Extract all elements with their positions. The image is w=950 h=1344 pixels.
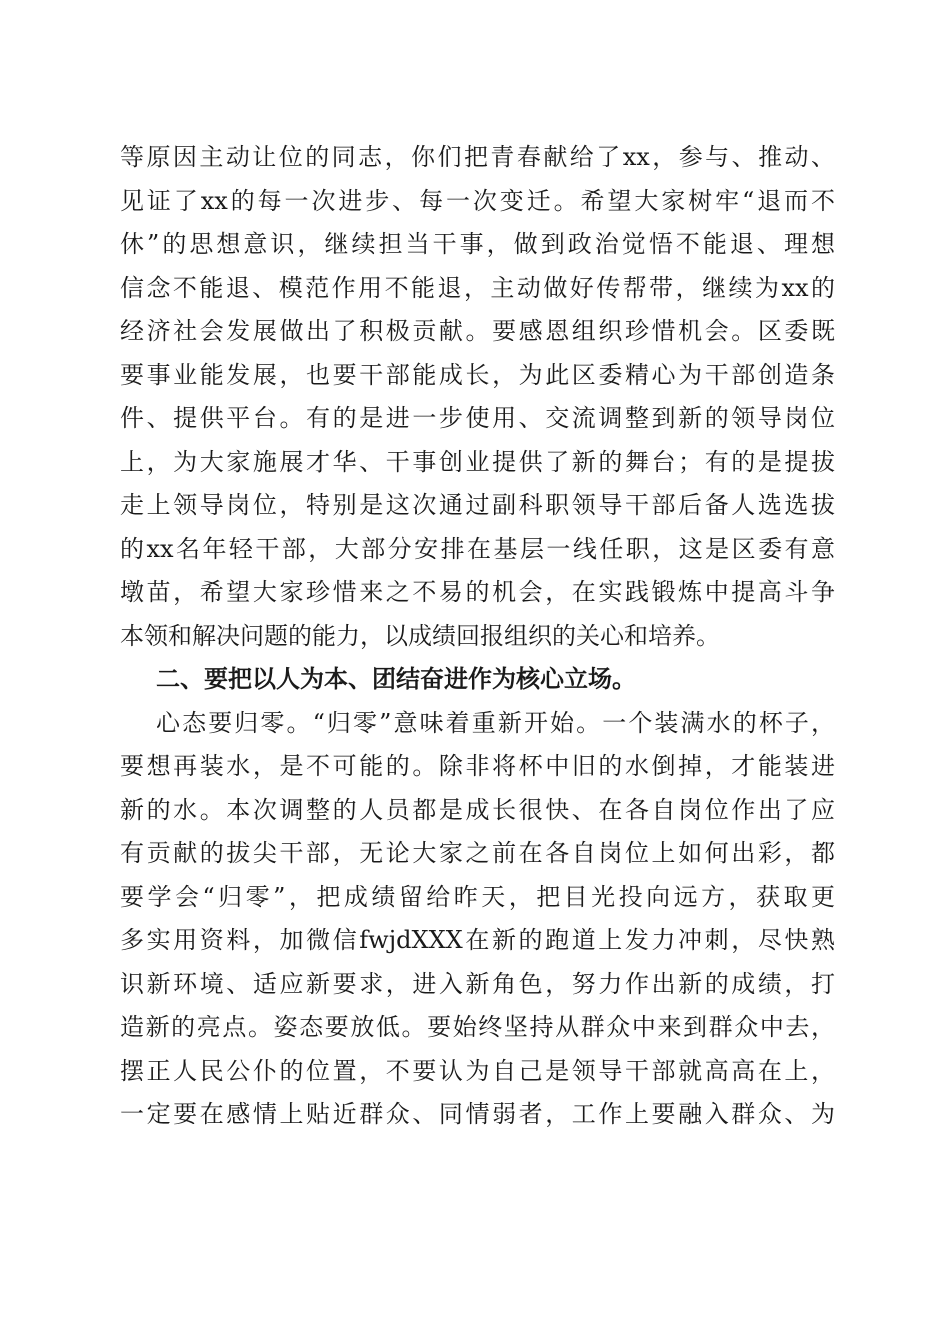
paragraph-line: 一定要在感情上贴近群众、同情弱者，工作上要融入群众、为: [120, 1100, 835, 1128]
paragraph-line: 信念不能退、模范作用不能退，主动做好传帮带，继续为xx的: [120, 273, 835, 302]
paragraph-line: 有贡献的拔尖干部，无论大家之前在各自岗位上如何出彩，都: [120, 839, 835, 867]
paragraph-line: 新的水。本次调整的人员都是成长很快、在各自岗位作出了应: [120, 795, 835, 824]
paragraph-line: 心态要归零。“归零”意味着重新开始。一个装满水的杯子，: [156, 708, 835, 737]
paragraph-line: 要想再装水，是不可能的。除非将杯中旧的水倒掉，才能装进: [120, 752, 835, 780]
section-heading: 二、要把以人为本、团结奋进作为核心立场。: [156, 665, 636, 693]
paragraph-line: 上，为大家施展才华、干事创业提供了新的舞台；有的是提拔: [120, 447, 835, 476]
paragraph-line: 休”的思想意识，继续担当干事，做到政治觉悟不能退、理想: [120, 230, 835, 258]
paragraph-line: 件、提供平台。有的是进一步使用、交流调整到新的领导岗位: [120, 404, 835, 432]
paragraph-line: 多实用资料，加微信fwjdXXX在新的跑道上发力冲刺，尽快熟: [120, 926, 835, 954]
paragraph-line: 造新的亮点。姿态要放低。要始终坚持从群众中来到群众中去，: [120, 1013, 835, 1041]
paragraph-line: 经济社会发展做出了积极贡献。要感恩组织珍惜机会。区委既: [120, 317, 835, 345]
paragraph-line: 要事业能发展，也要干部能成长，为此区委精心为干部创造条: [120, 360, 835, 389]
paragraph-line: 本领和解决问题的能力，以成绩回报组织的关心和培养。: [120, 621, 720, 650]
paragraph-line: 摆正人民公仆的位置，不要认为自己是领导干部就高高在上，: [120, 1056, 835, 1085]
document-body: [120, 136, 835, 1137]
paragraph-line: 走上领导岗位，特别是这次通过副科职领导干部后备人选选拔: [120, 491, 835, 519]
paragraph-line: 识新环境、适应新要求，进入新角色，努力作出新的成绩，打: [120, 969, 835, 998]
paragraph-line: 墩苗，希望大家珍惜来之不易的机会，在实践锻炼中提高斗争: [120, 578, 835, 606]
paragraph-line: 见证了xx的每一次进步、每一次变迁。希望大家树牢“退而不: [120, 186, 835, 215]
paragraph-line: 的xx名年轻干部，大部分安排在基层一线任职，这是区委有意: [120, 534, 835, 563]
paragraph-line: 等原因主动让位的同志，你们把青春献给了xx，参与、推动、: [120, 143, 835, 171]
paragraph-line: 要学会“归零”，把成绩留给昨天，把目光投向远方，获取更: [120, 882, 835, 911]
